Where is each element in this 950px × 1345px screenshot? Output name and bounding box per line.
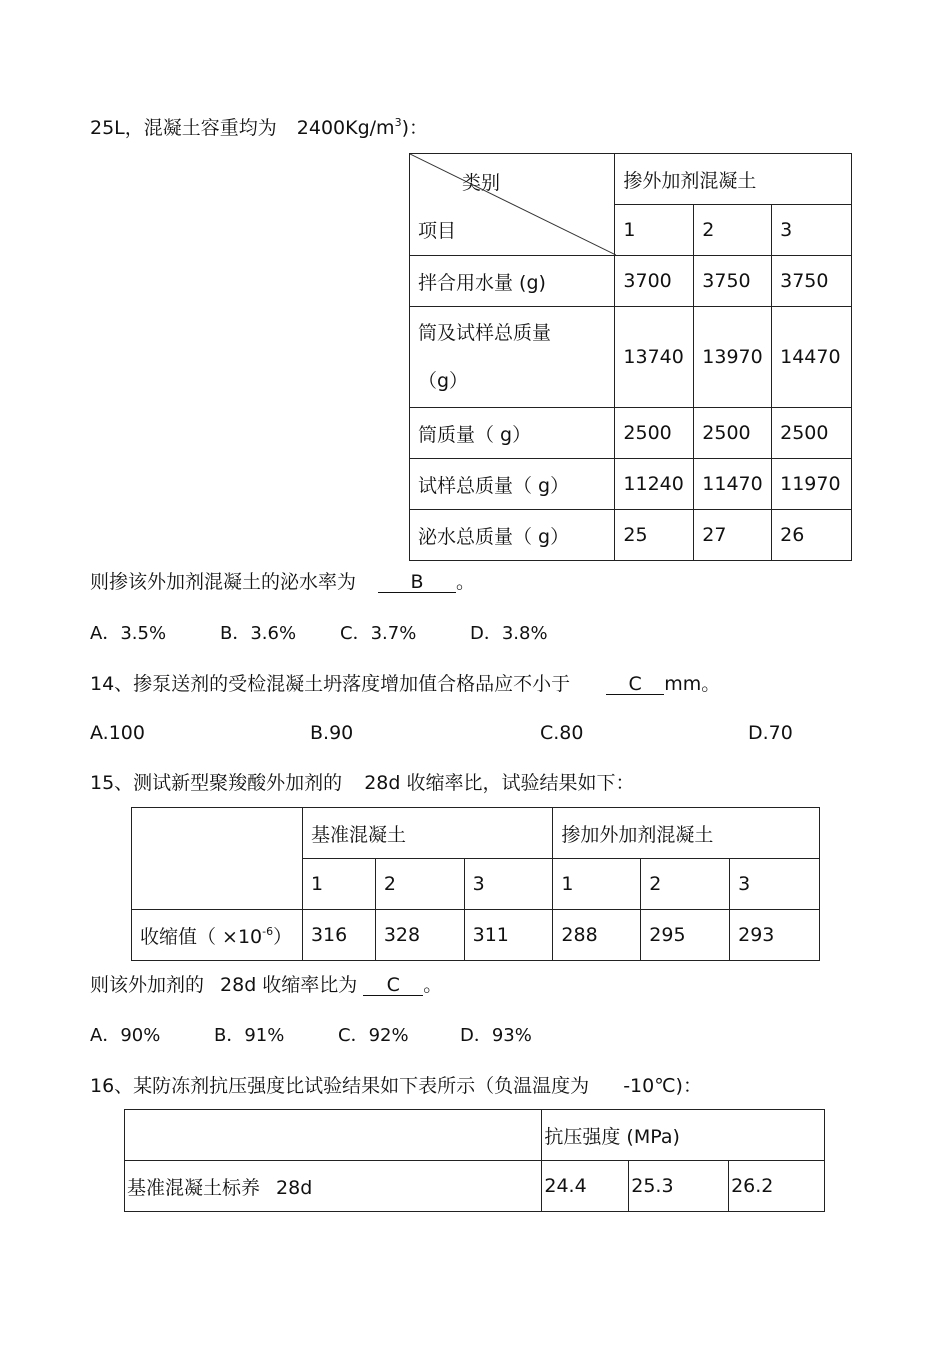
q14-option-c: C.80 (540, 722, 584, 744)
q14-option-b: B.90 (310, 722, 354, 744)
blank-header-cell (132, 808, 303, 910)
table-row (132, 910, 820, 961)
table-cell: 11970 (772, 459, 852, 510)
q15-result-line (90, 973, 442, 997)
table-cell: 2500 (694, 408, 772, 459)
table-cell: 11240 (615, 459, 694, 510)
row-label-text: 基准混凝土标养 (127, 1176, 261, 1199)
q16-stem-line (90, 1074, 702, 1098)
q15-result-a: 则该外加剂的 (90, 974, 205, 996)
q15-result-b: 28d 收缩率比为 (220, 974, 358, 996)
q15-end: 。 (423, 974, 443, 996)
table-row (125, 1161, 825, 1212)
intro-line (90, 116, 428, 140)
table-cell: 328 (375, 910, 464, 961)
q16-stem-a: 16、某防冻剂抗压强度比试验结果如下表所示（负温温度为 (90, 1075, 590, 1097)
q13-end: 。 (456, 571, 476, 593)
row-label-exponent: -6 (262, 924, 274, 938)
table-row (410, 256, 852, 307)
table-cell: 288 (553, 910, 641, 961)
row-label (132, 910, 303, 961)
table-cell: 293 (730, 910, 820, 961)
table-corner-cell (410, 154, 615, 256)
table-cell: 11470 (694, 459, 772, 510)
q13-stem: 则掺该外加剂混凝土的泌水率为 (90, 571, 357, 593)
row-label-age: 28d (276, 1176, 313, 1199)
q14-end: mm。 (664, 673, 721, 695)
density-exponent: 3 (394, 116, 402, 129)
table-cell: 3700 (615, 256, 694, 307)
col-label: 2 (375, 859, 464, 910)
q14-stem: 14、掺泵送剂的受检混凝土坍落度增加值合格品应不小于 (90, 673, 571, 695)
table-cell: 2500 (772, 408, 852, 459)
q15-options (90, 1024, 532, 1048)
q15-option-b: B．91% (214, 1025, 285, 1046)
table-cell: 2500 (615, 408, 694, 459)
q13-option-d: D．3.8% (470, 623, 548, 644)
col-label: 2 (641, 859, 730, 910)
table-row (410, 408, 852, 459)
q14-stem-line (90, 672, 720, 696)
row-label-text: 筒及试样总质量（g） (418, 322, 552, 392)
table-cell: 26 (772, 510, 852, 561)
q13-option-a: A．3.5% (90, 623, 167, 644)
q14-answer: C (606, 674, 664, 695)
density-value: 2400Kg/m (296, 117, 395, 139)
q14-option-d: D.70 (748, 722, 793, 744)
row-label-end: ） (273, 925, 293, 948)
col-label: 1 (302, 859, 375, 910)
corner-item-label: 项目 (418, 220, 457, 242)
table-cell: 295 (641, 910, 730, 961)
q13-answer: B (378, 572, 456, 593)
q16-stem-b: -10℃)： (623, 1075, 702, 1097)
strength-header: 抗压强度 (MPa) (542, 1110, 825, 1161)
q13-option-c: C．3.7% (340, 623, 417, 644)
corner-category-label: 类别 (462, 172, 501, 194)
table-cell: 14470 (772, 307, 852, 408)
row-label (125, 1161, 542, 1212)
group-header-reference: 基准混凝土 (302, 808, 552, 859)
q15-option-a: A．90% (90, 1025, 161, 1046)
table-row (410, 307, 852, 408)
q13-stem-line (90, 570, 475, 594)
col-label: 3 (464, 859, 553, 910)
table-cell: 13970 (694, 307, 772, 408)
q15-option-c: C．92% (338, 1025, 409, 1046)
col-label: 3 (772, 205, 852, 256)
q15-stem-a: 15、测试新型聚羧酸外加剂的 (90, 772, 343, 794)
intro-text: 25L，混凝土容重均为 (90, 117, 277, 139)
blank-header-cell (125, 1110, 542, 1161)
shrinkage-table (131, 807, 820, 961)
table-cell: 3750 (694, 256, 772, 307)
table-cell: 27 (694, 510, 772, 561)
group-header: 掺外加剂混凝土 (615, 154, 852, 205)
row-label (410, 307, 615, 408)
table-row (410, 459, 852, 510)
table-cell: 25.3 (629, 1161, 729, 1212)
row-label-text: 收缩值（ ×10 (140, 925, 263, 948)
table-cell: 13740 (615, 307, 694, 408)
table-row (410, 510, 852, 561)
row-label: 拌合用水量 (g) (410, 256, 615, 307)
table-cell: 25 (615, 510, 694, 561)
table-cell: 3750 (772, 256, 852, 307)
q13-option-b: B．3.6% (220, 623, 297, 644)
table-cell: 311 (464, 910, 553, 961)
table-cell: 24.4 (542, 1161, 629, 1212)
q15-stem-b: 28d 收缩率比，试验结果如下： (364, 772, 635, 794)
q15-option-d: D．93% (460, 1025, 532, 1046)
q15-stem-line (90, 771, 634, 795)
q14-option-a: A.100 (90, 722, 145, 744)
table-cell: 316 (302, 910, 375, 961)
col-label: 1 (553, 859, 641, 910)
col-label: 2 (694, 205, 772, 256)
bleeding-test-table (409, 153, 852, 561)
row-label: 试样总质量（ g） (410, 459, 615, 510)
q15-answer: C (363, 975, 423, 996)
table-cell: 26.2 (729, 1161, 825, 1212)
row-label: 筒质量（ g） (410, 408, 615, 459)
compressive-strength-table (124, 1109, 825, 1212)
col-label: 1 (615, 205, 694, 256)
q13-options (90, 622, 548, 646)
group-header-admixture: 掺加外加剂混凝土 (553, 808, 820, 859)
col-label: 3 (730, 859, 820, 910)
intro-tail: )： (401, 117, 428, 139)
row-label: 泌水总质量（ g） (410, 510, 615, 561)
